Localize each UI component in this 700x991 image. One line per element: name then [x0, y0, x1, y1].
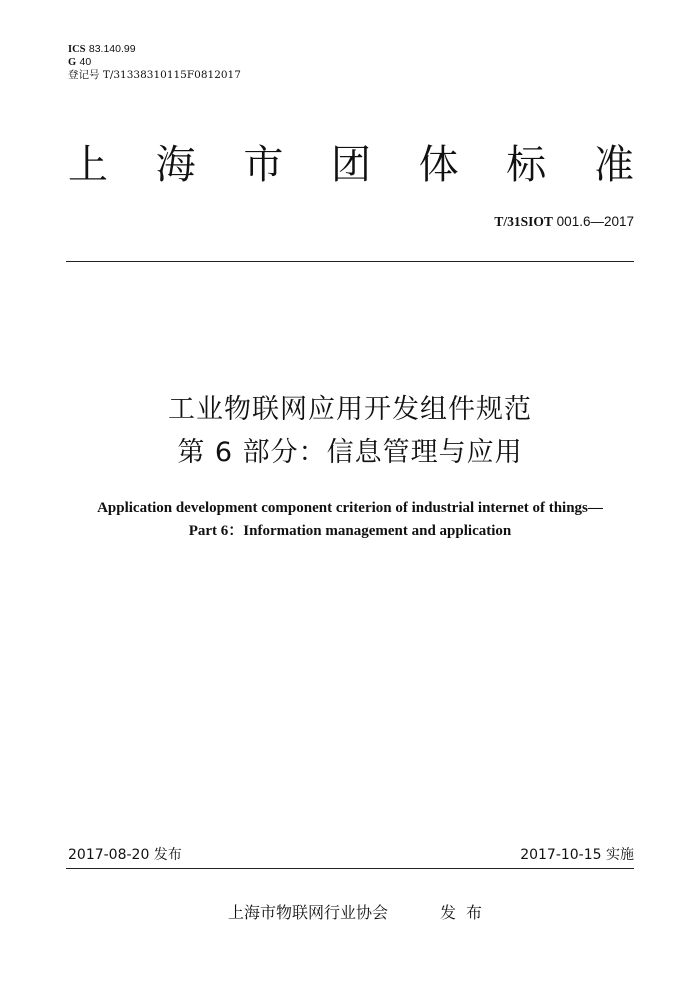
registration-number: 登记号 T/31338310115F0812017 — [68, 69, 241, 81]
chinese-title-line-2: 第 6 部分：信息管理与应用 — [177, 437, 523, 468]
standard-code-prefix: T/31SIOT — [494, 214, 553, 229]
title-char: 市 — [243, 142, 284, 188]
publisher-name: 上海市物联网行业协会 — [228, 903, 389, 922]
title-char: 体 — [418, 142, 459, 188]
ics-line — [68, 43, 136, 56]
ics-label: ICS — [68, 44, 86, 55]
classification-line — [68, 56, 91, 69]
implementation-date: 2017-10-15 实施 — [520, 847, 634, 863]
title-char: 海 — [155, 142, 196, 188]
header-divider — [66, 261, 634, 262]
footer-divider — [66, 868, 634, 869]
standard-code-number: 001.6—2017 — [556, 214, 634, 229]
chinese-title-line-1: 工业物联网应用开发组件规范 — [168, 394, 532, 425]
ics-value: 83.140.99 — [88, 43, 136, 55]
classification-value: 40 — [79, 56, 92, 68]
standard-code — [494, 214, 634, 230]
english-title-line-1: Application development component criterion of industrial internet of things— — [97, 500, 603, 516]
issue-date: 2017-08-20 发布 — [68, 847, 182, 863]
title-char: 团 — [330, 142, 371, 188]
title-char: 准 — [593, 142, 634, 188]
title-char: 上 — [68, 142, 108, 188]
standard-type-title — [68, 140, 634, 190]
publish-label: 发布 — [440, 903, 493, 922]
classification-label: G — [68, 57, 77, 68]
title-char: 标 — [506, 142, 547, 188]
english-title-line-2: Part 6：Information management and application — [188, 523, 512, 539]
